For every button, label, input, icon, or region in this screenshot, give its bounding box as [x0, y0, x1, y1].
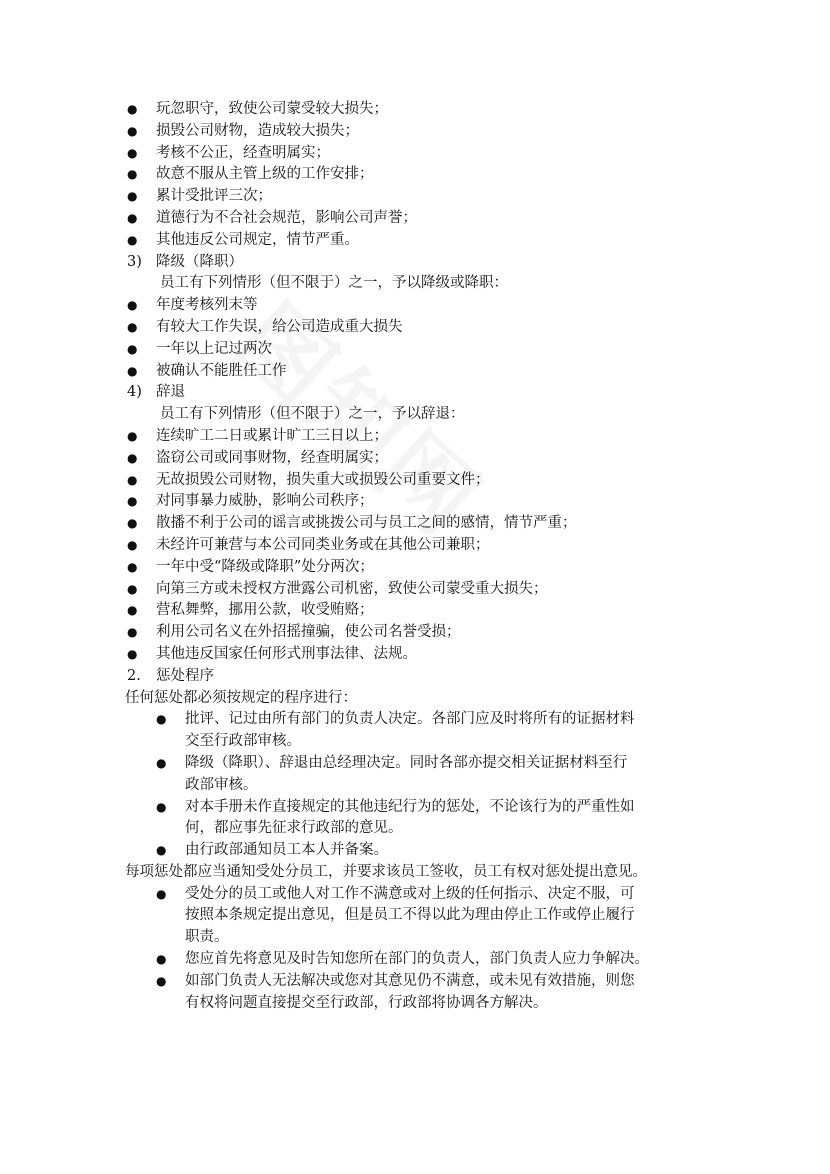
bullet-icon: ●: [127, 298, 138, 313]
bullet-icon: ●: [127, 341, 138, 356]
list-item: ● 散播不利于公司的谣言或挑拨公司与员工之间的感情，情节严重；: [0, 513, 830, 535]
bullet-icon: ●: [156, 886, 167, 901]
list-item: ● 如部门负责人无法解决或您对其意见仍不满意，或未见有效措施，则您: [0, 971, 830, 993]
bullet-icon: ●: [127, 363, 138, 378]
list-item: ● 其他违反国家任何形式刑事法律、法规。: [0, 644, 830, 666]
list-item: ● 考核不公正，经查明属实；: [0, 143, 830, 165]
bullet-icon: ●: [127, 516, 138, 531]
list-item-continuation: 有权将问题直接提交至行政部，行政部将协调各方解决。: [185, 994, 548, 1011]
bullet-icon: ●: [156, 973, 167, 988]
bullet-icon: ●: [127, 559, 138, 574]
list-item-continuation: 按照本条规定提出意见，但是员工不得以此为理由停止工作或停止履行: [185, 907, 635, 924]
list-item-continuation: 政部审核。: [185, 776, 258, 793]
list-item: ● 无故损毁公司财物，损失重大或损毁公司重要文件；: [0, 470, 830, 492]
bullet-icon: ●: [127, 603, 138, 618]
list-item: ● 对同事暴力威胁，影响公司秩序；: [0, 491, 830, 513]
bullet-icon: ●: [127, 319, 138, 334]
list-item: ● 累计受批评三次；: [0, 186, 830, 208]
paragraph: 每项惩处都应当通知受处分员工，并要求该员工签收，员工有权对惩处提出意见。: [125, 863, 647, 880]
bullet-icon: ●: [127, 581, 138, 596]
bullet-icon: ●: [156, 952, 167, 967]
list-item: ● 未经许可兼营与本公司同类业务或在其他公司兼职；: [0, 535, 830, 557]
list-item-continuation: 职责。: [185, 929, 229, 946]
list-item: ● 一年以上记过两次: [0, 339, 830, 361]
bullet-icon: ●: [127, 428, 138, 443]
list-item: ● 对本手册未作直接规定的其他违纪行为的惩处，不论该行为的严重性如: [0, 797, 830, 819]
list-item: ● 利用公司名义在外招摇撞骗，使公司名誉受损；: [0, 622, 830, 644]
bullet-icon: ●: [127, 646, 138, 661]
list-item-continuation: 交至行政部审核。: [185, 733, 301, 750]
list-item: ● 受处分的员工或他人对工作不满意或对上级的任何指示、决定不服，可: [0, 884, 830, 906]
bullet-icon: ●: [127, 450, 138, 465]
list-item: ● 向第三方或未授权方泄露公司机密，致使公司蒙受重大损失；: [0, 579, 830, 601]
list-item: ● 由行政部通知员工本人并备案。: [0, 840, 830, 862]
document-body: [0, 99, 830, 1014]
list-item: ● 批评、记过由所有部门的负责人决定。各部门应及时将所有的证据材料: [0, 709, 830, 731]
bullet-icon: ●: [127, 472, 138, 487]
list-item: ● 一年中受“降级或降职”处分两次；: [0, 557, 830, 579]
bullet-icon: ●: [127, 167, 138, 182]
list-item-continuation: 何，都应事先征求行政部的意见。: [185, 820, 403, 837]
bullet-icon: ●: [127, 537, 138, 552]
list-item: ● 降级（降职）、辞退由总经理决定。同时各部亦提交相关证据材料至行: [0, 753, 830, 775]
bullet-icon: ●: [156, 712, 167, 727]
list-item: ● 有较大工作失误，给公司造成重大损失: [0, 317, 830, 339]
list-item: ● 损毁公司财物，造成较大损失；: [0, 121, 830, 143]
bullet-icon: ●: [156, 755, 167, 770]
section-heading-dismissal: 4) 辞退: [127, 384, 185, 401]
section-intro: 员工有下列情形（但不限于）之一，予以辞退：: [160, 406, 465, 423]
list-item: ● 道德行为不合社会规范，影响公司声誉；: [0, 208, 830, 230]
section-heading-demotion: 3) 降级（降职）: [127, 253, 243, 270]
bullet-icon: ●: [127, 123, 138, 138]
section-heading-procedure: 2. 惩处程序: [127, 667, 214, 684]
list-item: ● 盗窃公司或同事财物，经查明属实；: [0, 448, 830, 470]
bullet-icon: ●: [127, 232, 138, 247]
bullet-icon: ●: [127, 102, 138, 116]
list-item: ● 连续旷工二日或累计旷工三日以上；: [0, 426, 830, 448]
bullet-icon: ●: [127, 145, 138, 160]
list-item: ● 玩忽职守，致使公司蒙受较大损失；: [0, 99, 830, 121]
list-item: ● 年度考核列末等: [0, 295, 830, 317]
list-item: ● 营私舞弊，挪用公款，收受贿赂；: [0, 600, 830, 622]
bullet-icon: ●: [127, 189, 138, 204]
paragraph: 任何惩处都必须按规定的程序进行：: [125, 689, 357, 706]
bullet-icon: ●: [127, 210, 138, 225]
bullet-icon: ●: [127, 625, 138, 640]
bullet-icon: ●: [127, 494, 138, 509]
list-item: ● 被确认不能胜任工作: [0, 361, 830, 383]
section-intro: 员工有下列情形（但不限于）之一，予以降级或降职：: [160, 275, 508, 292]
list-item: ● 您应首先将意见及时告知您所在部门的负责人，部门负责人应力争解决。: [0, 949, 830, 971]
list-item: ● 其他违反公司规定，情节严重。: [0, 230, 830, 252]
list-item: ● 故意不服从主管上级的工作安排；: [0, 164, 830, 186]
bullet-icon: ●: [156, 843, 167, 858]
bullet-icon: ●: [156, 799, 167, 814]
